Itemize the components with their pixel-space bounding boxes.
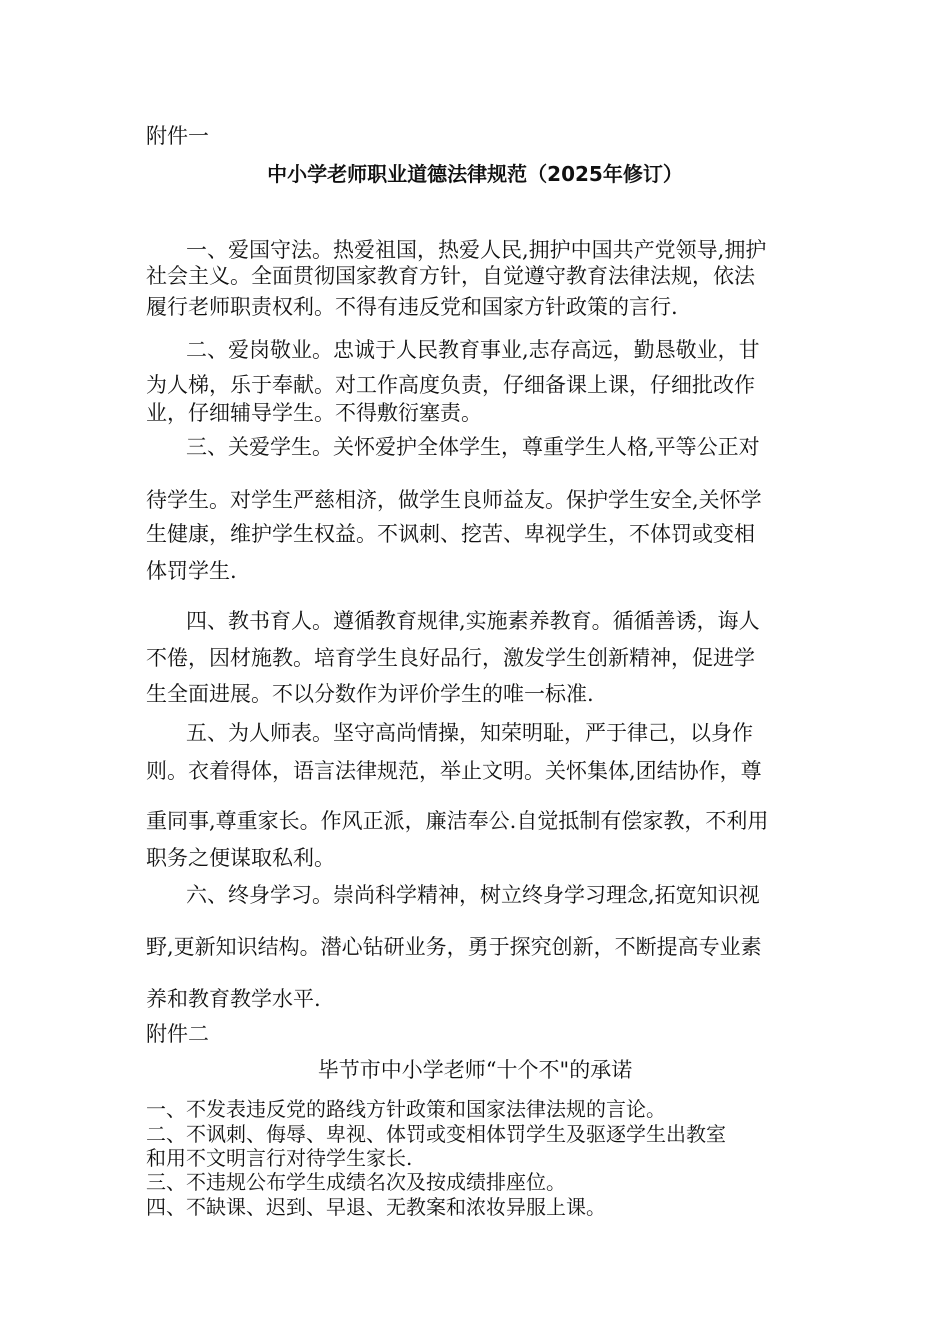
article-line: 野,更新知识结构。潜心钻研业务，勇于探究创新，不断提高专业素 [146,935,762,959]
pledge-item-continued: 和用不文明言行对待学生家长. [146,1146,413,1170]
attachment-2-label: 附件二 [146,1022,209,1046]
attachment-2-title: 毕节市中小学老师“十个不"的承诺 [317,1058,633,1082]
article-line: 重同事,尊重家长。作风正派，廉洁奉公.自觉抵制有偿家教，不利用 [146,809,769,833]
article-line: 业，仔细辅导学生。不得敷衍塞责。 [146,401,482,425]
article-line: 则。衣着得体，语言法律规范，举止文明。关怀集体,团结协作，尊 [146,759,762,783]
article-line: 五、为人师表。坚守高尚情操，知荣明耻，严于律己，以身作 [186,721,753,745]
article-line: 社会主义。全面贯彻国家教育方针，自觉遵守教育法律法规，依法 [146,264,755,288]
article-line: 四、教书育人。遵循教育规律,实施素养教育。循循善诱，诲人 [186,609,760,633]
attachment-1-title: 中小学老师职业道德法律规范（2025年修订） [267,162,683,186]
article-line: 生全面进展。不以分数作为评价学生的唯一标准. [146,682,594,706]
article-line: 体罚学生. [146,559,237,583]
attachment-1-label: 附件一 [146,124,209,148]
article-line: 生健康，维护学生权益。不讽刺、挖苦、卑视学生，不体罚或变相 [146,522,755,546]
article-line: 养和教育教学水平. [146,987,321,1011]
article-line: 二、爱岗敬业。忠诚于人民教育事业,志存高远，勤恳敬业，甘 [186,338,760,362]
article-line: 履行老师职责权利。不得有违反党和国家方针政策的言行. [146,295,678,319]
article-line: 为人梯，乐于奉献。对工作高度负责，仔细备课上课，仔细批改作 [146,373,755,397]
pledge-item: 一、不发表违反党的路线方针政策和国家法律法规的言论。 [146,1097,666,1121]
article-line: 六、终身学习。崇尚科学精神，树立终身学习理念,拓宽知识视 [186,883,760,907]
article-line: 不倦，因材施教。培育学生良好品行，激发学生创新精神，促进学 [146,646,755,670]
pledge-item: 四、不缺课、迟到、早退、无教案和浓妆异服上课。 [146,1195,606,1219]
article-line: 三、关爱学生。关怀爱护全体学生，尊重学生人格,平等公正对 [186,435,760,459]
pledge-item: 二、不讽刺、侮辱、卑视、体罚或变相体罚学生及驱逐学生出教室 [146,1122,726,1146]
article-line: 待学生。对学生严慈相济，做学生良师益友。保护学生安全,关怀学 [146,488,762,512]
article-line: 职务之便谋取私利。 [146,846,335,870]
article-line: 一、爱国守法。热爱祖国，热爱人民,拥护中国共产党领导,拥护 [186,238,767,262]
pledge-item: 三、不违规公布学生成绩名次及按成绩排座位。 [146,1170,566,1194]
